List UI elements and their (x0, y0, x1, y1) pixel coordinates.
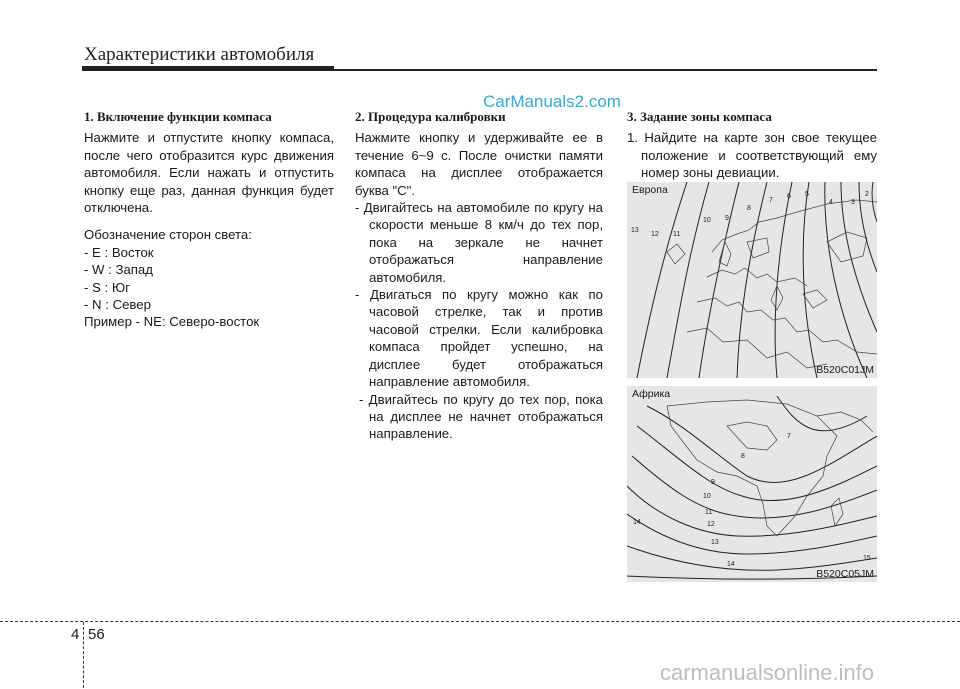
zone-number: 12 (651, 231, 659, 238)
section-paragraph: Нажмите кнопку и удерживайте ее в течение 6~9 с. После очистки памяти компаса на дисплее отображается буква "C". (355, 130, 603, 198)
figure-code: B520C05JM (816, 568, 874, 580)
zone-number: 13 (711, 539, 719, 546)
direction-example: Пример - NE: Северо-восток (84, 314, 260, 330)
watermark-bottom: carmanualsonline.info (660, 660, 875, 685)
list-item: - Двигаться по кругу можно как по часовой стрелке, так и против часовой стрелки. Если калибровка компаса пройдет успешно, на дисплее будет отображаться направление автомобиля. (355, 287, 603, 390)
zone-number: 8 (747, 205, 751, 212)
chapter-number: 4 (71, 626, 80, 643)
map-label: Европа (632, 184, 668, 196)
map-africa (627, 386, 877, 582)
zone-number: 14 (633, 519, 641, 526)
map-europe (627, 182, 877, 378)
zone-number: 12 (707, 521, 715, 528)
europe-map-drawing (627, 182, 877, 378)
zone-number: 14 (727, 561, 735, 568)
zone-number: 10 (703, 493, 711, 500)
zone-number: 7 (787, 433, 791, 440)
zone-number: 4 (829, 199, 833, 206)
section-title: 1. Включение функции компаса (84, 109, 272, 124)
section-zone-setting (627, 108, 877, 182)
zone-number: 7 (769, 197, 773, 204)
header-rule-thick (82, 66, 334, 71)
footer-divider (83, 622, 84, 688)
section-title: 3. Задание зоны компаса (627, 109, 772, 124)
section-paragraph: Нажмите и отпустите кнопку компаса, после чего отобразится курс движения автомобиля. Если нажать и отпустить кнопку еще раз, данная функция будет отключена. (84, 130, 334, 216)
directions-heading: Обозначение сторон света: (84, 227, 252, 243)
zone-number: 11 (705, 509, 713, 516)
zone-number: 5 (805, 191, 809, 198)
header-rule-thin (334, 69, 877, 71)
zone-number: 2 (865, 191, 869, 198)
page-number: 56 (88, 626, 105, 643)
direction-east: - E : Восток (84, 244, 154, 260)
zone-number: 11 (673, 231, 681, 238)
direction-north: - N : Север (84, 297, 151, 313)
zone-number: 8 (741, 453, 745, 460)
zone-number: 3 (851, 199, 855, 206)
zone-number: 9 (725, 215, 729, 222)
chapter-title: Характеристики автомобиля (84, 44, 315, 65)
footer-rule (0, 621, 960, 622)
list-item: 1. Найдите на карте зон свое текущее положение и соответствующий ему номер зоны девиации. (627, 130, 877, 181)
zone-number: 15 (863, 555, 871, 562)
direction-south: - S : Юг (84, 279, 130, 295)
list-item: - Двигайтесь по кругу до тех пор, пока на дисплее не начнет отображаться направление. (359, 391, 603, 442)
zone-number: 13 (631, 227, 639, 234)
watermark-link-top[interactable]: CarManuals2.com (483, 92, 621, 111)
zone-number: 10 (703, 217, 711, 224)
africa-map-drawing (627, 386, 877, 582)
section-title: 2. Процедура калибровки (355, 109, 506, 124)
zone-number: 9 (711, 479, 715, 486)
map-label: Африка (632, 388, 671, 400)
section-calibration (355, 108, 603, 443)
figure-code: B520C01JM (816, 364, 874, 376)
zone-number: 6 (787, 193, 791, 200)
list-item: - Двигайтесь на автомобиле по кругу на скорости меньше 8 км/ч до тех пор, пока на зеркале не начнет отображаться направление автомобиля. (355, 200, 603, 285)
direction-west: - W : Запад (84, 262, 153, 278)
section-compass-activation (84, 108, 334, 331)
